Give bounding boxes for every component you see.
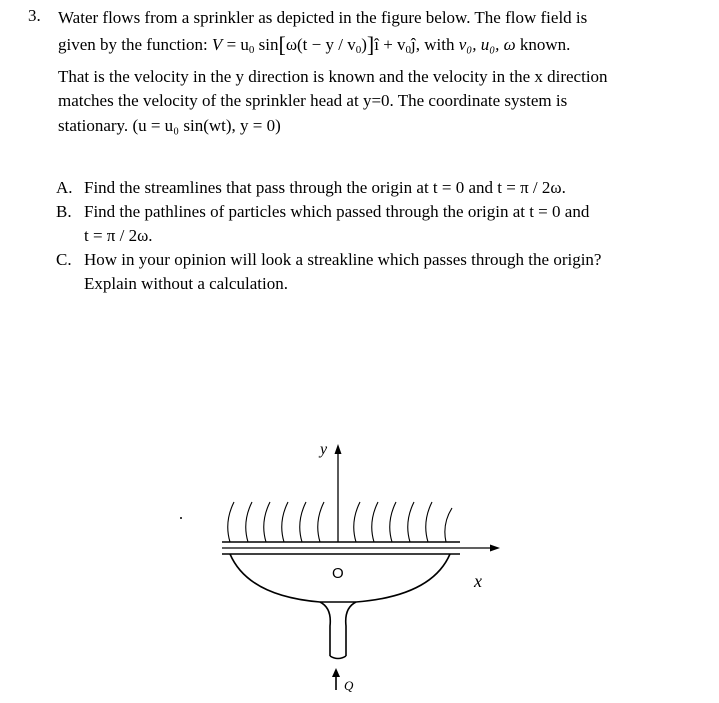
- jet: [228, 502, 234, 542]
- velocity-symbol: V: [211, 35, 223, 55]
- question-c: [56, 248, 696, 296]
- jet: [318, 502, 324, 542]
- sprinkler-figure: [170, 430, 530, 695]
- jet: [354, 502, 360, 542]
- origin-label: O: [332, 565, 344, 582]
- sprinkler-stem-right: [346, 602, 356, 656]
- sprinkler-stem: [320, 602, 330, 656]
- statement-line-3: That is the velocity in the y direction is known and the velocity in the x direction: [58, 67, 608, 87]
- statement-line-4: matches the velocity of the sprinkler head at y=0. The coordinate system is: [58, 91, 568, 111]
- statement-line-5: stationary. (u = u₀ sin(wt), y = 0): [58, 115, 281, 135]
- question-text: Find the streamlines that pass through the origin at t = 0 and t = π / 2ω.: [84, 178, 566, 197]
- jet: [300, 502, 306, 542]
- boundary-condition: (u = u₀ sin(wt), y = 0): [132, 115, 281, 135]
- jet: [372, 502, 378, 542]
- water-jets: [228, 502, 452, 542]
- problem-statement: [58, 6, 698, 138]
- x-axis-arrowhead: [490, 545, 500, 552]
- question-text: Find the pathlines of particles which passed through the origin at t = 0 and: [84, 202, 590, 221]
- jet: [426, 502, 432, 542]
- problem-number: 3.: [28, 6, 41, 25]
- question-label: C.: [56, 250, 72, 269]
- question-a: [56, 176, 696, 200]
- y-axis-arrowhead: [335, 444, 342, 454]
- known-variables: v₀, u₀, ω: [458, 35, 516, 55]
- statement-line-1: Water flows from a sprinkler as depicted in the figure below. The flow field is: [58, 8, 588, 27]
- x-axis-label: x: [474, 571, 482, 591]
- y-axis-label: y: [320, 441, 328, 458]
- question-text-continued: Explain without a calculation.: [84, 274, 288, 293]
- question-text: How in your opinion will look a streakline which passes through the origin?: [84, 250, 602, 269]
- jet: [264, 502, 270, 542]
- question-label: A.: [56, 178, 73, 197]
- jet: [282, 502, 288, 542]
- question-label: B.: [56, 202, 72, 221]
- sub-questions: [56, 176, 696, 296]
- jet: [445, 508, 452, 542]
- stem-end: [330, 656, 346, 659]
- question-text-continued: t = π / 2ω.: [84, 226, 153, 245]
- jet: [246, 502, 252, 542]
- flow-arrowhead: [332, 668, 340, 677]
- statement-line-2: given by the function: $V = u_0$ $\sin[\omega(t - y / v_0)]î$ + $v_0ĵ$, with v₀, u₀, ω known.: [58, 32, 571, 58]
- jet: [408, 502, 414, 542]
- question-b: [56, 200, 696, 248]
- flow-rate-label: Q: [344, 678, 354, 693]
- jet: [390, 502, 396, 542]
